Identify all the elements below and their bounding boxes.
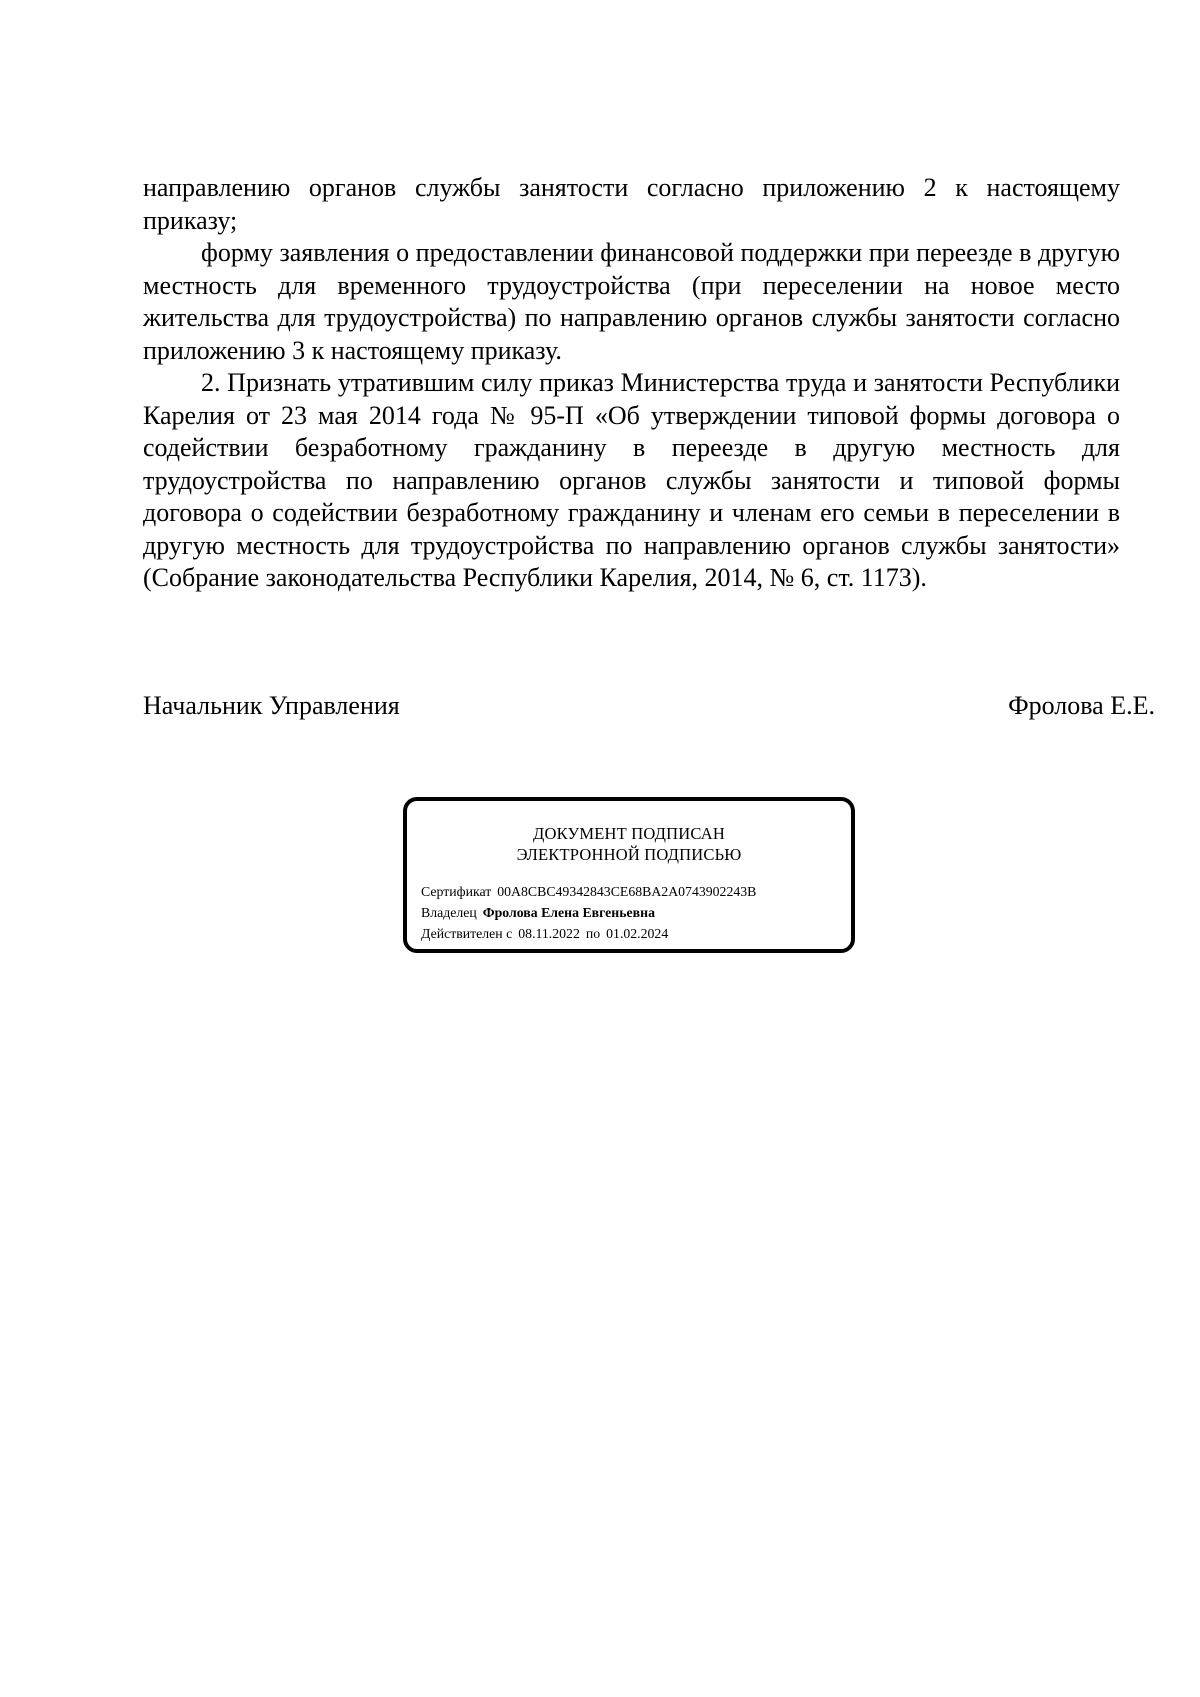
stamp-certificate-row [421, 881, 843, 902]
valid-to-label: по [585, 926, 601, 941]
document-body [143, 172, 1120, 595]
stamp-details [421, 881, 843, 944]
stamp-title-line-1: ДОКУМЕНТ ПОДПИСАН [533, 824, 725, 843]
valid-label: Действителен с [421, 926, 513, 941]
signature-block [143, 690, 1155, 722]
stamp-title [407, 823, 851, 865]
stamp-validity-row [421, 923, 843, 944]
stamp-title-line-2: ЭЛЕКТРОННОЙ ПОДПИСЬЮ [516, 845, 742, 864]
owner-value: Фролова Елена Евгеньевна [482, 905, 655, 920]
signatory-position: Начальник Управления [143, 691, 400, 720]
electronic-signature-stamp [403, 797, 855, 953]
valid-from-date: 08.11.2022 [518, 926, 580, 941]
paragraph-application-form: форму заявления о предоставлении финансовой поддержки при переезде в другую местность для временного трудоустройства (при переселении на новое место жительства для трудоустройства) по направлению органов службы занятости согласно приложению 3 к настоящему приказу. [143, 238, 1120, 365]
owner-label: Владелец [421, 905, 477, 920]
certificate-label: Сертификат [421, 884, 492, 899]
valid-to-date: 01.02.2024 [606, 926, 669, 941]
paragraph-continuation: направлению органов службы занятости согласно приложению 2 к настоящему приказу; [143, 173, 1120, 235]
paragraph-repeal-order: 2. Признать утратившим силу приказ Министерства труда и занятости Республики Карелия от 23 мая 2014 года № 95-П «Об утверждении типовой формы договора о содействии безработному гражданину в переезде в другую местность для трудоустройства по направлению органов службы занятости и типовой формы договора о содействии безработному гражданину и членам его семьи в переселении в другую местность для трудоустройства по направлению органов службы занятости» (Собрание законодательства Республики Карелия, 2014, № 6, ст. 1173). [143, 368, 1120, 592]
signatory-name: Фролова Е.Е. [1008, 691, 1155, 720]
stamp-owner-row [421, 902, 843, 923]
certificate-value: 00A8CBC49342843CE68BA2A0743902243B [497, 884, 757, 899]
